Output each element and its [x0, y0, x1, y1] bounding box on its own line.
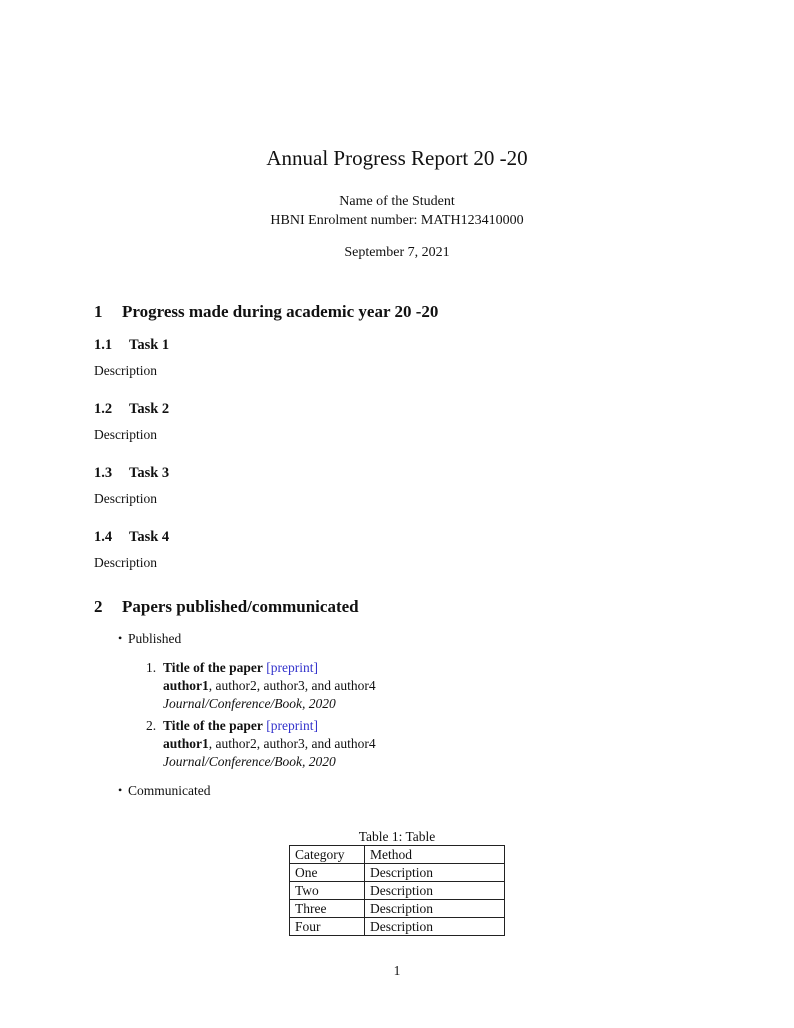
bullet-published: • Published: [94, 630, 700, 647]
subsection-number: 1.4: [94, 529, 113, 545]
subsection-heading-task4: [94, 528, 700, 546]
subsection-title: Task 1: [129, 337, 170, 353]
enrolment-number: HBNI Enrolment number: MATH123410000: [270, 213, 524, 228]
subsection-heading-task2: [94, 400, 700, 418]
section-title: Papers published/communicated: [122, 597, 359, 616]
table-header-row: [290, 846, 505, 864]
section-title: Progress made during academic year 20 -20: [122, 302, 439, 321]
paper-other-authors: , author2, author3, and author4: [208, 736, 376, 751]
subsection-number: 1.1: [94, 337, 113, 353]
paper-entry-1: [146, 659, 700, 713]
subsection-title: Task 4: [129, 529, 170, 545]
table-header-category: Category: [290, 846, 365, 864]
table-cell: Four: [290, 918, 365, 936]
table-row: [290, 864, 505, 882]
paper-other-authors: , author2, author3, and author4: [208, 678, 376, 693]
table-cell: Description: [365, 918, 505, 936]
page-number: 1: [393, 963, 401, 978]
table-cell: One: [290, 864, 365, 882]
paper-first-author: author1: [163, 736, 209, 751]
table-row: [290, 882, 505, 900]
table-cell: Description: [365, 864, 505, 882]
table-cell: Three: [290, 900, 365, 918]
paper-index: 2.: [146, 718, 157, 733]
paper-details: [163, 659, 376, 713]
subsection-title: Task 3: [129, 465, 170, 481]
table-header-method: Method: [365, 846, 505, 864]
table-row: [290, 918, 505, 936]
report-date: September 7, 2021: [344, 245, 450, 260]
table-cell: Description: [365, 882, 505, 900]
task3-description: Description: [94, 491, 157, 506]
table-caption: Table 1: Table: [358, 829, 436, 844]
table-cell: Two: [290, 882, 365, 900]
paper-index: 1.: [146, 660, 157, 675]
table-cell: Description: [365, 900, 505, 918]
section-number: 1: [94, 302, 103, 321]
results-table: [289, 845, 505, 936]
paper-title: Title of the paper: [163, 718, 263, 733]
preprint-link[interactable]: [preprint]: [266, 660, 318, 675]
paper-venue: Journal/Conference/Book, 2020: [163, 696, 336, 711]
document-title: Annual Progress Report 20 -20: [266, 146, 528, 170]
document-body: [0, 301, 794, 979]
task2-description: Description: [94, 427, 157, 442]
subsection-heading-task3: [94, 464, 700, 482]
subsection-number: 1.3: [94, 465, 113, 481]
section-heading-progress: [94, 301, 700, 323]
paper-first-author: author1: [163, 678, 209, 693]
paper-entry-2: [146, 717, 700, 771]
bullet-communicated: • Communicated: [94, 782, 700, 799]
title-block: [0, 0, 794, 262]
preprint-link[interactable]: [preprint]: [266, 718, 318, 733]
paper-title: Title of the paper: [163, 660, 263, 675]
student-name: Name of the Student: [339, 194, 455, 209]
subsection-title: Task 2: [129, 401, 170, 417]
paper-venue: Journal/Conference/Book, 2020: [163, 754, 336, 769]
task1-description: Description: [94, 363, 157, 378]
task4-description: Description: [94, 555, 157, 570]
subsection-number: 1.2: [94, 401, 113, 417]
paper-details: [163, 717, 376, 771]
section-number: 2: [94, 597, 103, 616]
table-row: [290, 900, 505, 918]
subsection-heading-task1: [94, 336, 700, 354]
section-heading-papers: [94, 596, 700, 618]
